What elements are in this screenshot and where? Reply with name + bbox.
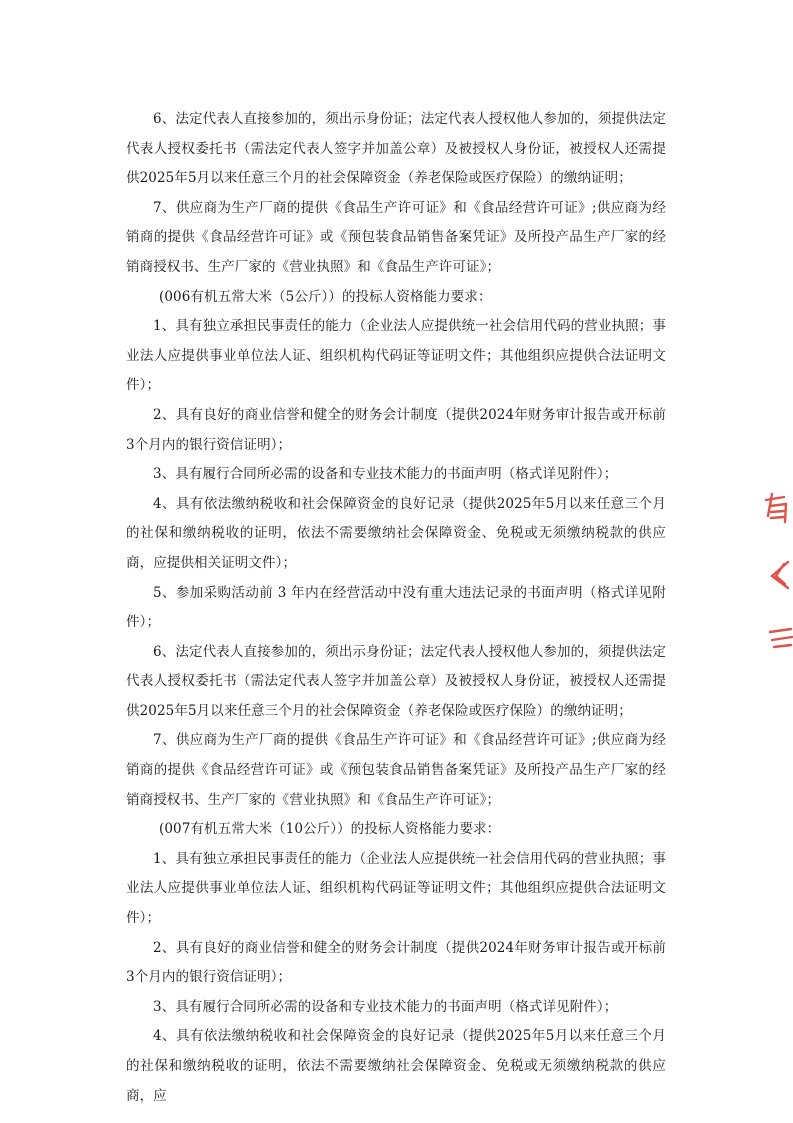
red-seal-fragment-icon: [758, 492, 793, 662]
clause-7-food-license: 7、供应商为生产厂商的提供《食品生产许可证》和《食品经营许可证》;供应商为经销商的提供《食品经营许可证》或《预包装食品销售备案凭证》及所投产品生产厂家的经销商授权书、生产厂家的《营业执照》和《食品生产许可证》；: [126, 199, 666, 275]
lot-006-clause-7: 7、供应商为生产厂商的提供《食品生产许可证》和《食品经营许可证》;供应商为经销商的提供《食品经营许可证》或《预包装食品销售备案凭证》及所投产品生产厂家的经销商授权书、生产厂家的《营业执照》和《食品生产许可证》；: [126, 732, 666, 808]
lot-006-clause-5: 5、参加采购活动前 3 年内在经营活动中没有重大违法记录的书面声明（格式详见附件）；: [126, 584, 666, 631]
lot-007-clause-4: 4、具有依法缴纳税收和社会保障资金的良好记录（提供2025年5月以来任意三个月的社保和缴纳税收的证明，依法不需要缴纳社会保障资金、免税或无须缴纳税款的供应商，应: [126, 1028, 666, 1104]
document-body: [126, 105, 666, 1111]
lot-006-clause-4: 4、具有依法缴纳税收和社会保障资金的良好记录（提供2025年5月以来任意三个月的社保和缴纳税收的证明，依法不需要缴纳社会保障资金、免税或无须缴纳税款的供应商，应提供相关证明文件）；: [126, 495, 666, 571]
lot-006-clause-1: 1、具有独立承担民事责任的能力（企业法人应提供统一社会信用代码的营业执照；事业法人应提供事业单位法人证、组织机构代码证等证明文件；其他组织应提供合法证明文件）；: [126, 318, 666, 394]
lot-006-clause-2: 2、具有良好的商业信誉和健全的财务会计制度（提供2024年财务审计报告或开标前3个月内的银行资信证明）；: [126, 406, 666, 453]
lot-007-clause-2: 2、具有良好的商业信誉和健全的财务会计制度（提供2024年财务审计报告或开标前3个月内的银行资信证明）；: [126, 939, 666, 986]
clause-6-legal-rep: 6、法定代表人直接参加的，须出示身份证；法定代表人授权他人参加的，须提供法定代表人授权委托书（需法定代表人签字并加盖公章）及被授权人身份证，被授权人还需提供2025年5月以来任意三个月的社会保障资金（养老保险或医疗保险）的缴纳证明；: [126, 111, 666, 187]
lot-006-clause-6: 6、法定代表人直接参加的，须出示身份证；法定代表人授权他人参加的，须提供法定代表人授权委托书（需法定代表人签字并加盖公章）及被授权人身份证，被授权人还需提供2025年5月以来任意三个月的社会保障资金（养老保险或医疗保险）的缴纳证明；: [126, 643, 666, 719]
lot-007-heading: (007有机五常大米（10公斤））的投标人资格能力要求：: [159, 821, 501, 838]
lot-006-clause-3: 3、具有履行合同所必需的设备和专业技术能力的书面声明（格式详见附件）；: [153, 466, 618, 483]
lot-007-clause-3: 3、具有履行合同所必需的设备和专业技术能力的书面声明（格式详见附件）；: [153, 998, 618, 1015]
lot-006-heading: (006有机五常大米（5公斤））的投标人资格能力要求：: [159, 288, 492, 305]
lot-007-clause-1: 1、具有独立承担民事责任的能力（企业法人应提供统一社会信用代码的营业执照；事业法人应提供事业单位法人证、组织机构代码证等证明文件；其他组织应提供合法证明文件）；: [126, 850, 666, 927]
